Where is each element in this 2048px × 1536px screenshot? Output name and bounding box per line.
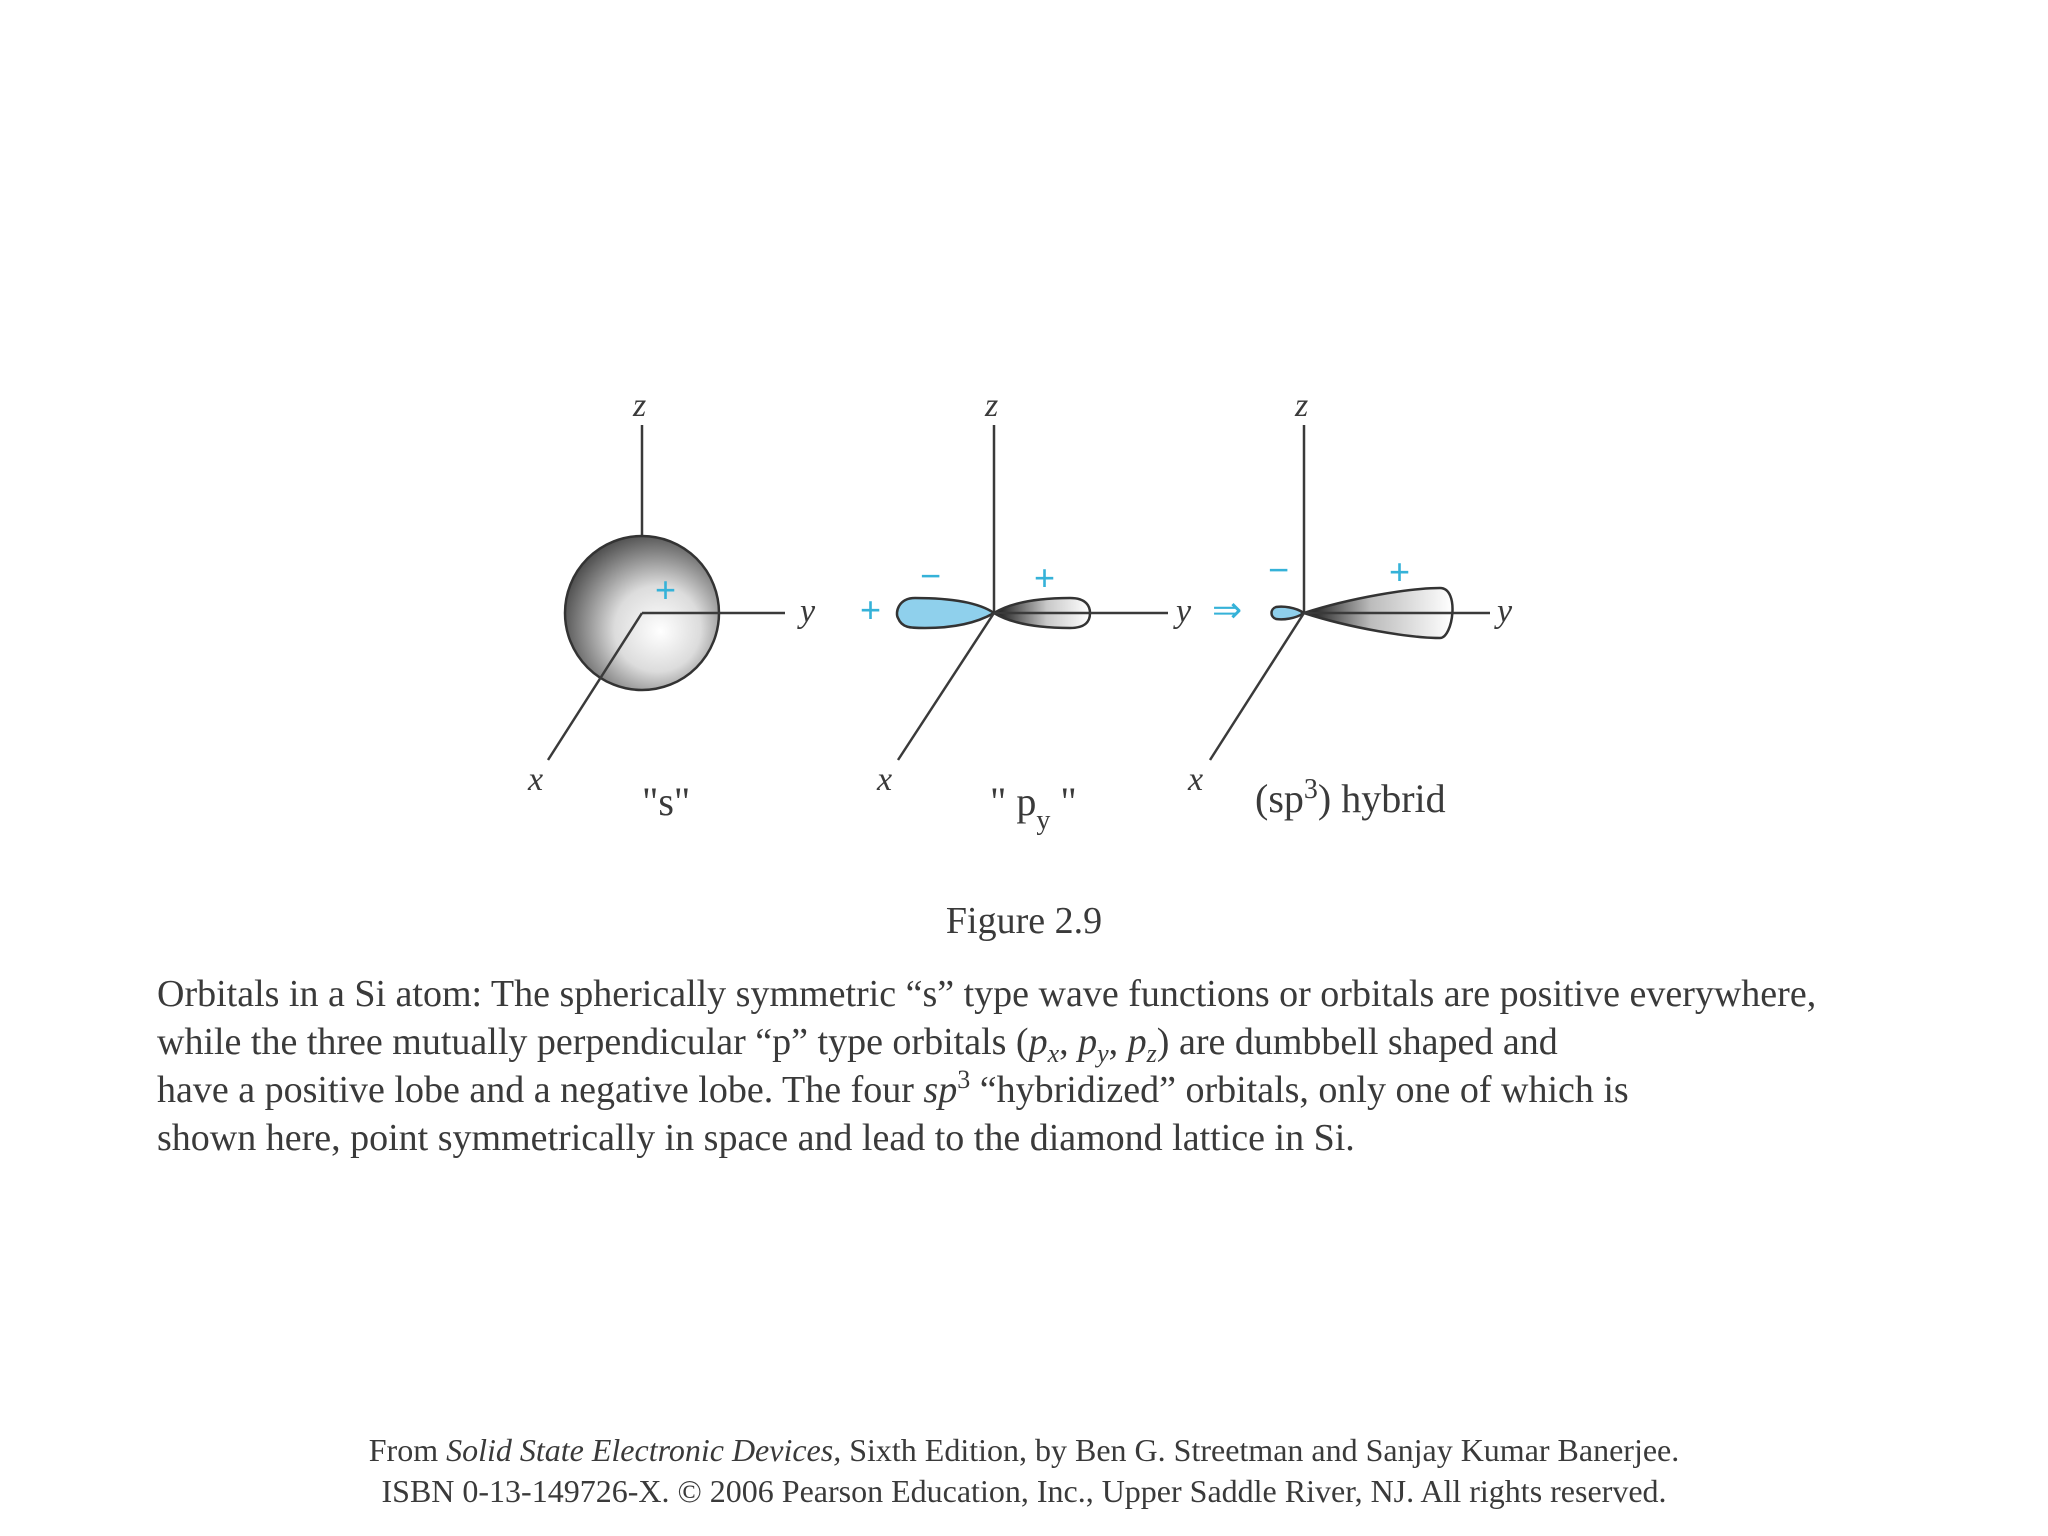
copyright-footer: [0, 1430, 2048, 1512]
py-orbital-label: [990, 779, 1077, 836]
figure-caption: [157, 970, 2017, 1162]
sp3-y-label: y: [1497, 593, 1513, 630]
sp3-plus-sign: +: [1389, 551, 1411, 592]
sp-symbol: sp: [923, 1069, 958, 1111]
sp3-label-superscript: 3: [1303, 774, 1318, 805]
sp3-minus-sign: −: [1268, 549, 1290, 590]
sp3-label-open: (sp: [1255, 776, 1304, 821]
py-x-axis: [898, 613, 994, 760]
py-plus-left-sign: +: [860, 589, 882, 630]
py-label-end: ": [1050, 779, 1077, 824]
s-z-label: z: [633, 387, 647, 424]
footer-line-1: [0, 1430, 2048, 1471]
s-orbital-group: [527, 387, 816, 824]
s-y-label: y: [800, 593, 816, 630]
footer-line-1-pre: From: [368, 1432, 447, 1468]
hybridization-arrow-icon: ⇒: [1212, 589, 1243, 630]
caption-line-2: [157, 1018, 2017, 1066]
py-minus-sign: −: [920, 555, 942, 596]
py-x-label: x: [877, 761, 893, 798]
caption-line-3-post: “hybridized” orbitals, only one of which is: [970, 1069, 1629, 1111]
py-plus-right-sign: +: [1034, 557, 1056, 598]
caption-line-2-pre: while the three mutually perpendicular “p” type orbitals (: [157, 1021, 1029, 1063]
book-title: Solid State Electronic Devices,: [446, 1432, 842, 1468]
caption-line-3-pre: have a positive lobe and a negative lobe. The four: [157, 1069, 924, 1111]
caption-line-3: [157, 1066, 2017, 1114]
caption-line-4: shown here, point symmetrically in space and lead to the diamond lattice in Si.: [157, 1117, 1355, 1159]
caption-line-2-post: ) are dumbbell shaped and: [1156, 1021, 1558, 1063]
footer-line-1-post: Sixth Edition, by Ben G. Streetman and Sanjay Kumar Banerjee.: [841, 1432, 1680, 1468]
py-symbol: p: [1078, 1021, 1098, 1063]
pz-symbol: p: [1127, 1021, 1147, 1063]
sp3-label-close: ) hybrid: [1317, 776, 1446, 821]
py-label-subscript: y: [1036, 805, 1051, 836]
py-y-label: y: [1176, 593, 1192, 630]
sp3-orbital-label: [1255, 774, 1446, 821]
caption-comma-1: ,: [1059, 1021, 1079, 1063]
py-z-label: z: [985, 387, 999, 424]
caption-line-1: Orbitals in a Si atom: The spherically symmetric “s” type wave functions or orbitals are positive everywhere,: [157, 973, 1817, 1015]
s-x-label: x: [528, 761, 544, 798]
py-subscript: y: [1097, 1039, 1109, 1068]
px-subscript: x: [1047, 1039, 1060, 1068]
sp3-x-axis: [1210, 613, 1304, 760]
caption-comma-2: ,: [1108, 1021, 1128, 1063]
py-negative-lobe: [897, 598, 994, 628]
sp3-x-label: x: [1188, 761, 1204, 798]
pz-subscript: z: [1146, 1039, 1157, 1068]
px-symbol: p: [1028, 1021, 1048, 1063]
sp-superscript: 3: [957, 1065, 971, 1094]
s-plus-sign: +: [655, 569, 677, 610]
py-label-main: " p: [990, 779, 1037, 824]
footer-line-2: ISBN 0-13-149726-X. © 2006 Pearson Education, Inc., Upper Saddle River, NJ. All rights reserved.: [381, 1473, 1667, 1509]
s-orbital-label: "s": [642, 779, 691, 824]
py-orbital-group: [860, 387, 1192, 836]
sp3-small-negative-lobe: [1272, 607, 1305, 620]
figure-number: Figure 2.9: [945, 900, 1103, 942]
sp3-z-label: z: [1295, 387, 1309, 424]
